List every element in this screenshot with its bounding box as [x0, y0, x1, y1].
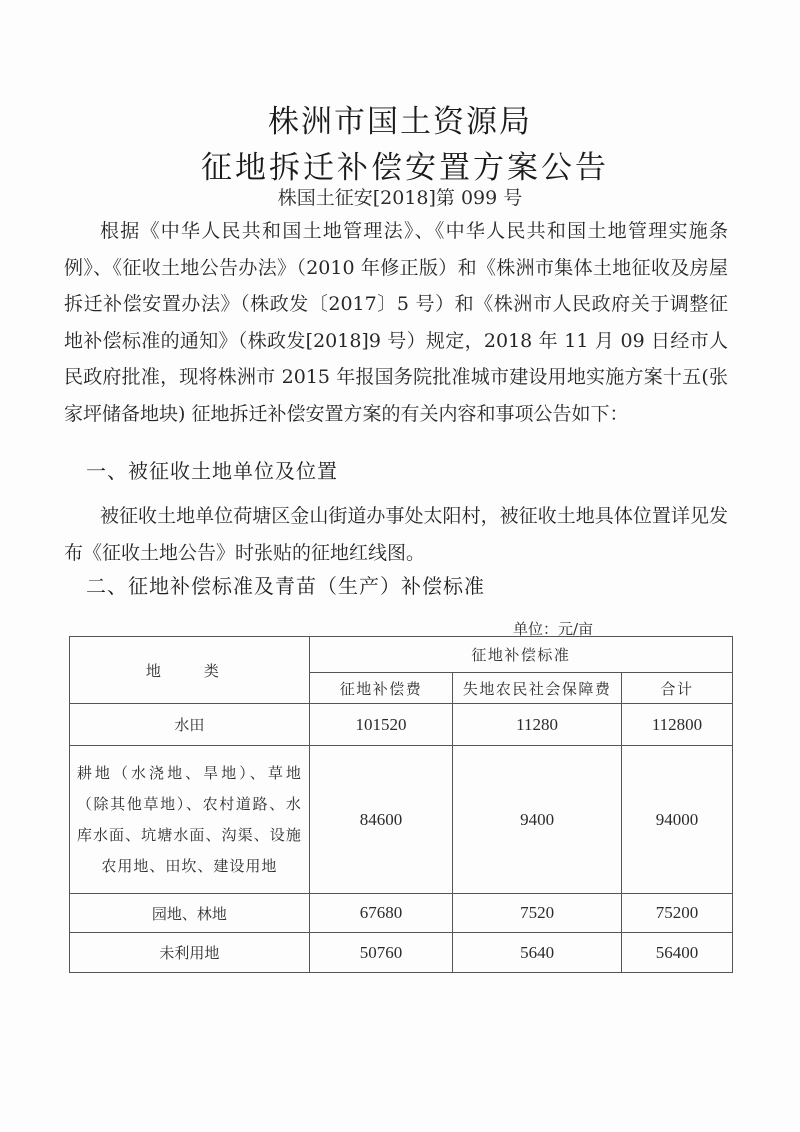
- cell-social-security: 11280: [453, 704, 622, 746]
- cell-social-security: 5640: [453, 933, 622, 973]
- cell-total: 75200: [622, 894, 733, 933]
- cell-compensation: 50760: [309, 933, 452, 973]
- header-land-type: [70, 637, 310, 704]
- cell-total: 56400: [622, 933, 733, 973]
- header-land-type-text: 地 类: [145, 661, 233, 680]
- table-row: [70, 704, 733, 746]
- cell-social-security: 9400: [453, 746, 622, 894]
- header-compensation: [309, 673, 452, 704]
- table-row: [70, 894, 733, 933]
- document-title-line1: 株洲市国土资源局: [268, 104, 532, 140]
- compensation-standards-table: [69, 636, 733, 973]
- header-total-text: 合计: [660, 679, 694, 698]
- cell-compensation: 101520: [309, 704, 452, 746]
- header-compensation-text: 征地补偿费: [339, 679, 423, 698]
- header-group: [309, 637, 732, 673]
- header-social-security-text: 失地农民社会保障费: [462, 679, 612, 698]
- unit-note: 单位：元/亩: [513, 620, 594, 638]
- cell-land-type: [70, 746, 310, 894]
- cell-compensation: 67680: [309, 894, 452, 933]
- document-title-line2: 征地拆迁补偿安置方案公告: [201, 150, 609, 186]
- section2-heading: 二、征地补偿标准及青苗（生产）补偿标准: [86, 574, 485, 598]
- cell-social-security: 7520: [453, 894, 622, 933]
- cell-land-type: 园地、林地: [70, 894, 310, 933]
- cell-compensation: 84600: [309, 746, 452, 894]
- section1-heading: 一、被征收土地单位及位置: [86, 459, 338, 483]
- cell-land-type-text: 耕地（水浇地、旱地）、草地（除其他草地）、农村道路、水库水面、坑塘水面、沟渠、设施农用地、田坎、建设用地: [76, 763, 302, 875]
- cell-total: 94000: [622, 746, 733, 894]
- cell-land-type: 水田: [70, 704, 310, 746]
- intro-paragraph: 根据《中华人民共和国土地管理法》、《中华人民共和国土地管理实施条例》、《征收土地公告办法》（2010 年修正版）和《株洲市集体土地征收及房屋拆迁补偿安置办法》（株政发〔2017〕5 号）和《株洲市人民政府关于调整征地补偿标准的通知》（株政发[2018]9 号）规定，2018 年 11 月 09 日经市人民政府批准，现将株洲市 2015 年报国务院批准城市建设用地实施方案十五(张家坪储备地块) 征地拆迁补偿安置方案的有关内容和事项公告如下：: [64, 220, 728, 425]
- cell-land-type: 未利用地: [70, 933, 310, 973]
- header-social-security: [453, 673, 622, 704]
- cell-total: 112800: [622, 704, 733, 746]
- header-total: [622, 673, 733, 704]
- header-group-text: 征地补偿标准: [471, 646, 571, 664]
- document-number: 株国土征安[2018]第 099 号: [277, 187, 523, 209]
- section1-paragraph: 被征收土地单位荷塘区金山街道办事处太阳村，被征收土地具体位置详见发布《征收土地公告》时张贴的征地红线图。: [64, 505, 728, 564]
- table-row: [70, 933, 733, 973]
- table-row: [70, 746, 733, 894]
- table-header-row: [70, 637, 733, 673]
